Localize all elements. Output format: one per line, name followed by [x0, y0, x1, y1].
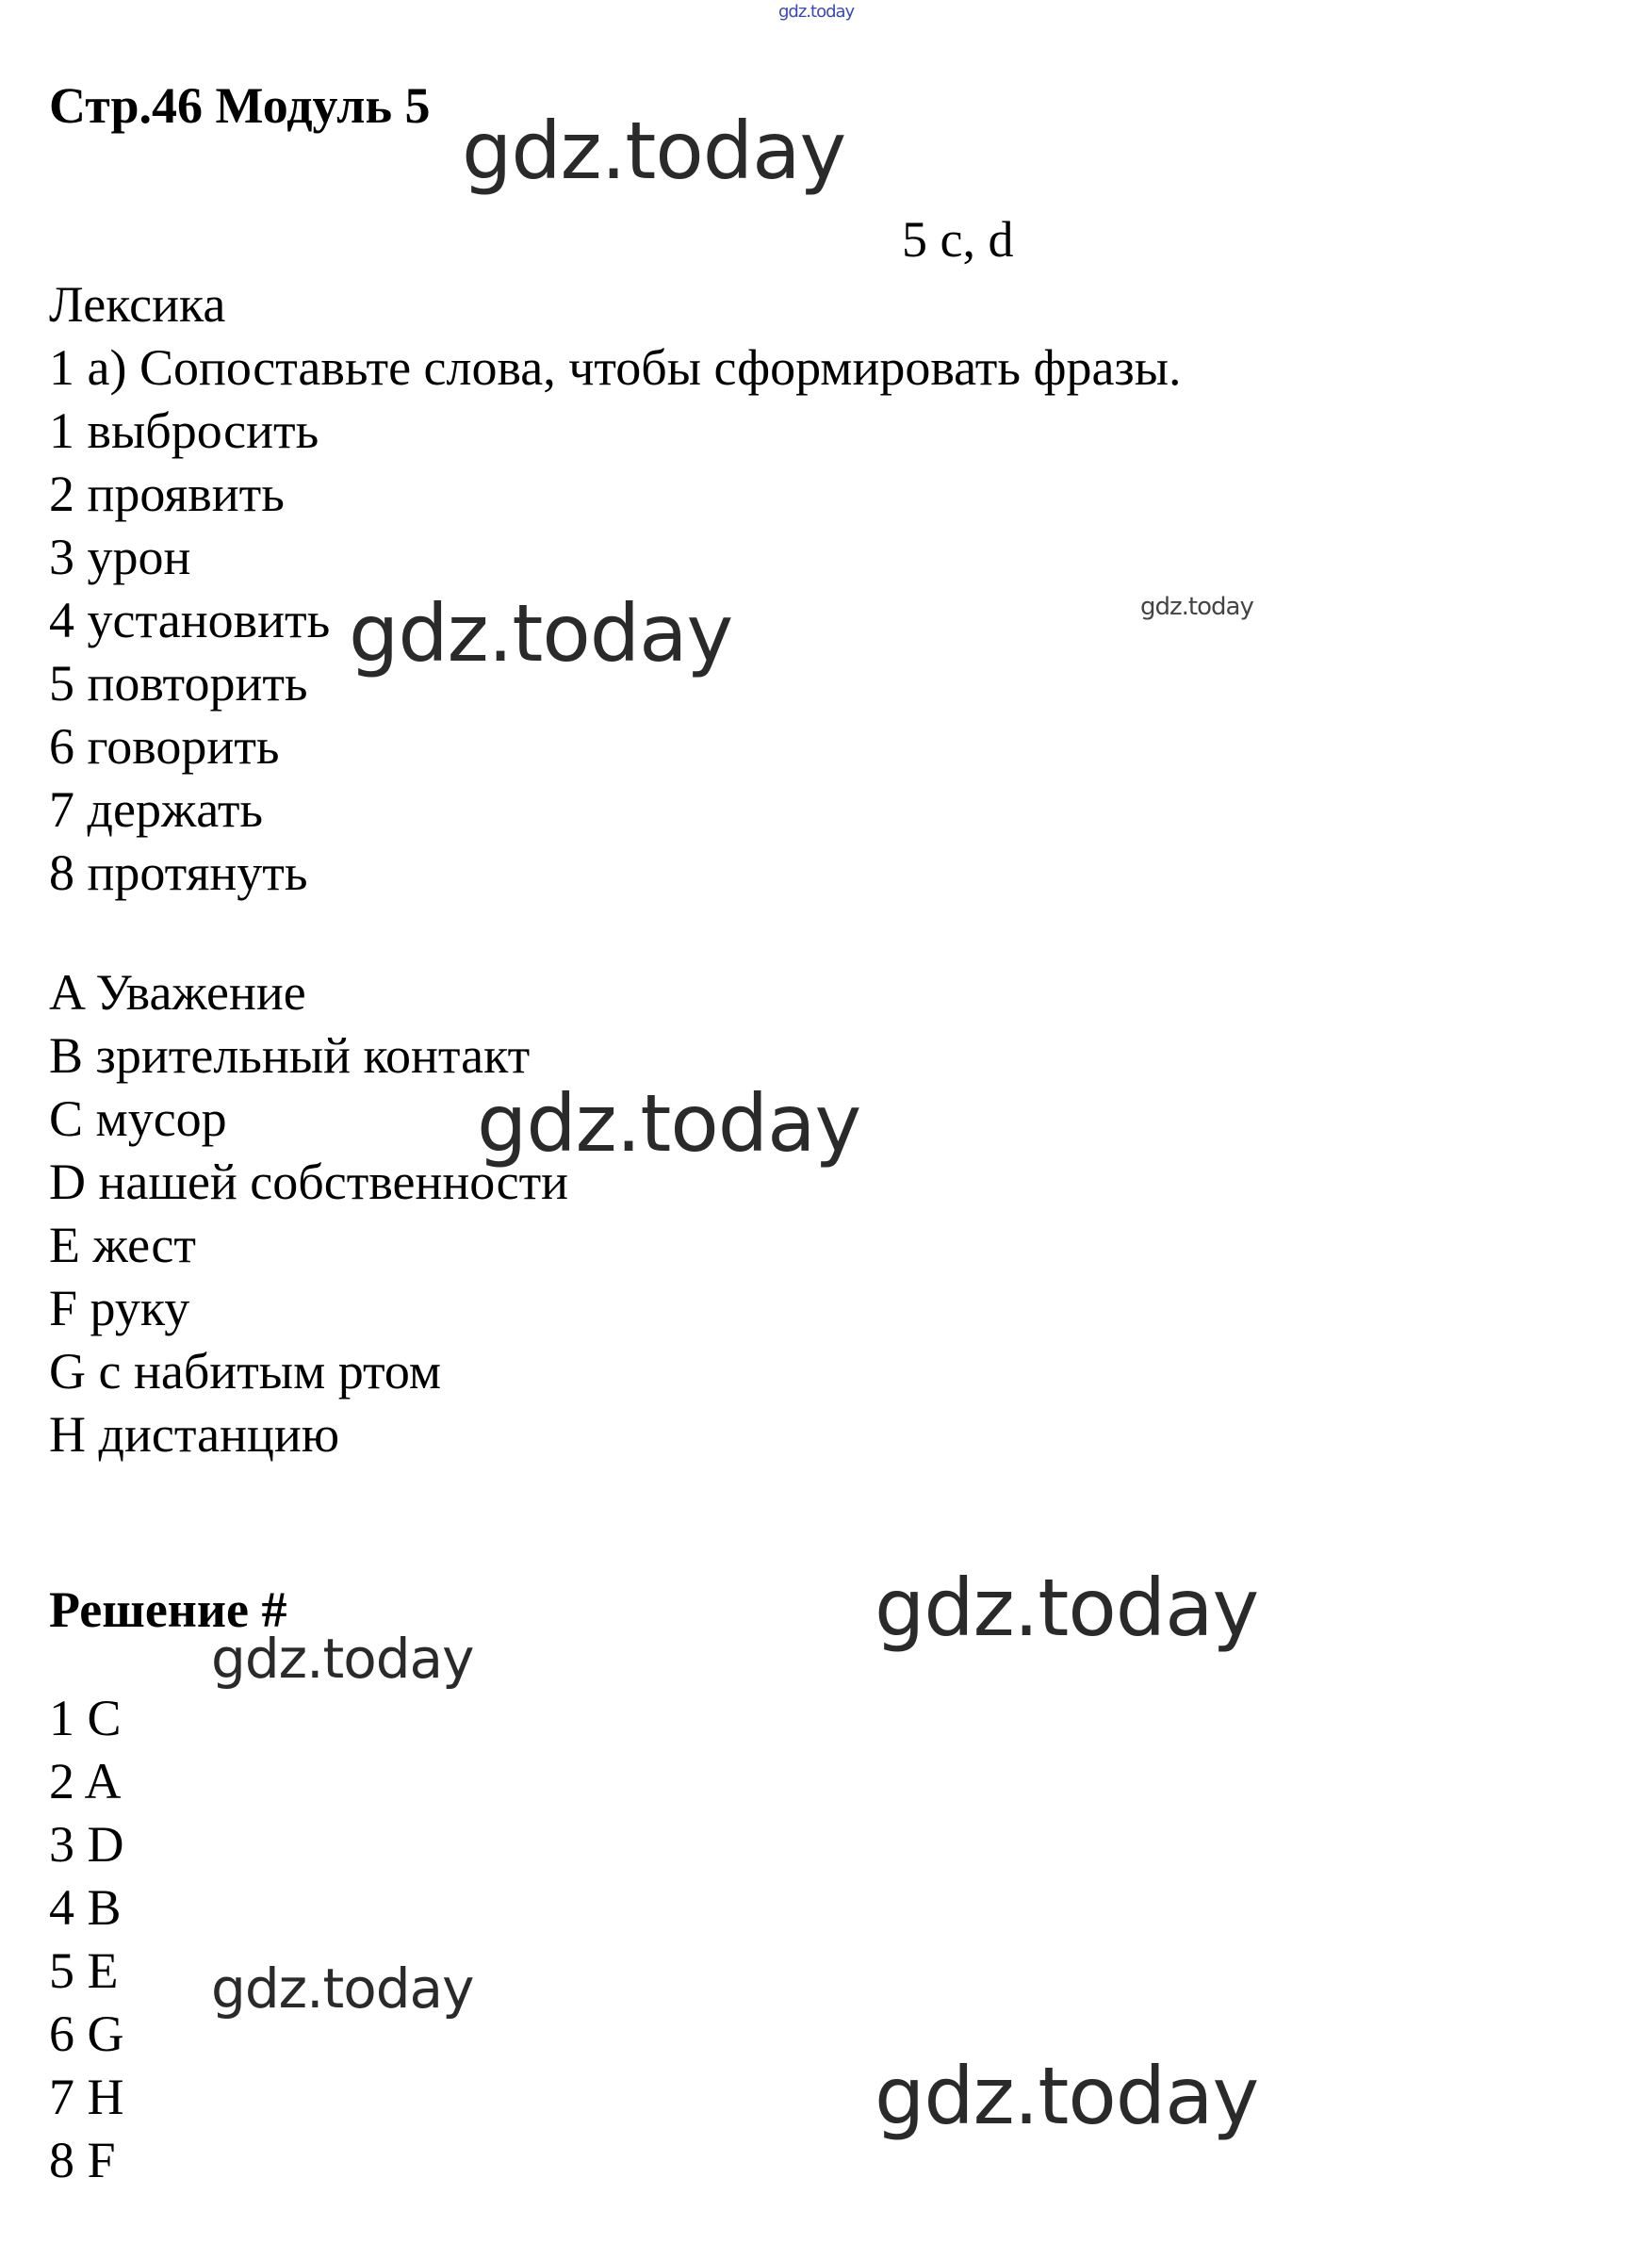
list-item: C мусор	[49, 1090, 227, 1147]
list-item: 2 проявить	[49, 466, 285, 522]
watermark: gdz.today	[875, 1562, 1259, 1654]
answer-item: 1 C	[49, 1690, 122, 1746]
list-item: B зрительный контакт	[49, 1027, 531, 1084]
list-item: 3 урон	[49, 529, 191, 585]
watermark: gdz.today	[211, 1627, 474, 1691]
list-item: 4 установить	[49, 592, 331, 648]
watermark: gdz.today	[1140, 593, 1253, 621]
list-item: G с набитым ртом	[49, 1343, 442, 1400]
watermark-top: gdz.today	[778, 2, 855, 22]
answer-item: 7 H	[49, 2069, 124, 2125]
list-item: D нашей собственности	[49, 1154, 569, 1210]
watermark: gdz.today	[349, 587, 733, 679]
answer-item: 4 B	[49, 1879, 122, 1936]
exercise-instruction: 1 a) Сопоставьте слова, чтобы сформировать фразы.	[49, 339, 1182, 396]
answer-item: 8 F	[49, 2132, 116, 2188]
answer-item: 6 G	[49, 2006, 124, 2062]
answer-list	[49, 1687, 124, 2192]
right-word-list	[49, 961, 568, 1466]
solution-title: Решение #	[49, 1581, 287, 1638]
list-item: F руку	[49, 1280, 190, 1336]
list-item: 8 протянуть	[49, 844, 308, 901]
watermark: gdz.today	[477, 1077, 861, 1170]
watermark: gdz.today	[875, 2050, 1259, 2142]
section-label: Лексика	[49, 276, 226, 333]
variant-label: 5 c, d	[902, 211, 1014, 268]
list-item: 5 повторить	[49, 655, 308, 712]
left-word-list	[49, 400, 330, 905]
answer-item: 2 A	[49, 1753, 122, 1809]
watermark: gdz.today	[462, 105, 846, 197]
list-item: 7 держать	[49, 781, 264, 838]
watermark: gdz.today	[211, 1956, 474, 2021]
list-item: H дистанцию	[49, 1406, 340, 1463]
list-item: E жест	[49, 1217, 196, 1273]
list-item: A Уважение	[49, 964, 306, 1021]
page-title: Стр.46 Модуль 5	[49, 77, 431, 134]
answer-item: 3 D	[49, 1816, 124, 1873]
list-item: 6 говорить	[49, 718, 280, 775]
list-item: 1 выбросить	[49, 402, 319, 459]
answer-item: 5 E	[49, 1942, 119, 1999]
